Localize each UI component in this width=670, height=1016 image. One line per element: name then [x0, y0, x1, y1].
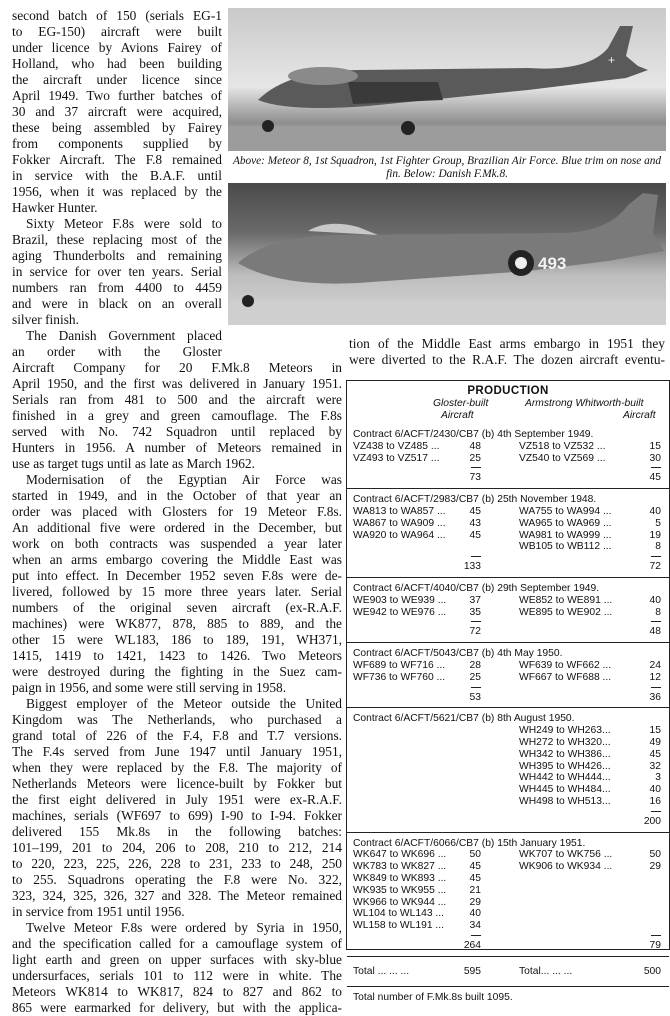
text-line: 1415, 1419 to 1421, 1423 to 1426. Two Meteors: [12, 648, 342, 663]
gloster-count: 25: [469, 452, 481, 464]
aw-serial-range: WH249 to WH263...: [519, 725, 611, 737]
text-line: Hawker Hunter.: [12, 200, 98, 215]
gloster-count: 28: [469, 660, 481, 671]
text-line: 101–199, 201 to 204, 206 to 208, 210 to 212, 214: [12, 840, 342, 855]
gloster-serial-range: WE942 to WE976 ...: [353, 606, 447, 618]
subtotal-rule: [651, 687, 661, 688]
text-line: to 255. Squadrons operating the F.8 were No. 322,: [12, 872, 342, 887]
text-line: 1956, when it was replaced by the: [12, 184, 222, 199]
gloster-serial-range: WK966 to WK944 ...: [353, 896, 447, 908]
text-line: Biggest employer of the Meteor outside the United: [26, 696, 342, 711]
aw-serial-range: VZ518 to VZ532 ...: [519, 440, 606, 452]
text-line: numbers of the original seven aircraft (ex-R.A.F.: [12, 600, 342, 615]
aw-serial-range: WA965 to WA969 ...: [519, 517, 612, 529]
text-line: started in 1949, and in the October of that year an: [12, 488, 342, 503]
text-line: An additional five were ordered in the December, but: [12, 520, 342, 535]
text-line: The F.4s served from June 1947 until January 1951,: [12, 744, 342, 759]
text-line: grand total of 226 of the F.4, F.8 and T.7 versions.: [12, 728, 342, 743]
contract-header: Contract 6/ACFT/6066/CB7 (b) 15th January 1951.: [353, 837, 586, 849]
production-title: PRODUCTION: [467, 385, 549, 397]
aw-serial-range: WA981 to WA999 ...: [519, 529, 612, 541]
text-line: were diverted to the R.A.F. The dozen aircraft eventu-: [349, 352, 665, 367]
gloster-serial-range: WF736 to WF760 ...: [353, 671, 446, 683]
gloster-serial-range: WK849 to WK893 ...: [353, 873, 447, 884]
aw-subtotal: 72: [649, 561, 661, 573]
text-line: silver finish.: [12, 312, 79, 327]
text-line: order was placed with Glosters for 19 Meteor F.8s.: [12, 504, 342, 519]
text-line: Kingdom was The Netherlands, who purchased a: [12, 712, 342, 727]
text-line: in service from 1951 until 1956.: [12, 904, 185, 919]
contract-separator: [347, 956, 669, 957]
gloster-count: 50: [469, 849, 481, 861]
text-line: under licence by Avions Fairey of: [12, 40, 222, 55]
subtotal-rule: [651, 467, 661, 468]
gloster-count: 45: [469, 861, 481, 873]
text-line: light earth and green on upper surfaces with sky-blue: [12, 952, 342, 967]
text-line: The Danish Government placed: [26, 328, 222, 343]
text-line: aging Thunderbolts and remaining: [12, 248, 222, 263]
text-line: 865 were earmarked for delivery, but with the applica-: [12, 1000, 342, 1015]
gloster-serial-range: WK647 to WK696 ...: [353, 849, 447, 861]
gloster-serial-range: WA920 to WA964 ...: [353, 529, 446, 541]
contract-header: Contract 6/ACFT/5043/CB7 (b) 4th May 1950.: [353, 648, 563, 660]
aw-subtotal: 200: [643, 815, 661, 827]
aw-count: 8: [655, 541, 661, 553]
aw-count: 49: [649, 737, 661, 748]
production-table: [346, 380, 670, 1003]
subtotal-rule: [651, 556, 661, 557]
aw-serial-range: WF667 to WF688 ...: [519, 671, 612, 683]
gloster-subtotal: 72: [469, 626, 481, 638]
text-line: Holland, who had been building: [12, 56, 222, 71]
gloster-serial-range: WF689 to WF716 ...: [353, 660, 446, 671]
contract-header: Contract 6/ACFT/5621/CB7 (b) 8th August 1950.: [353, 713, 575, 725]
aw-subtotal: 79: [649, 940, 661, 951]
text-line: Brazil, these replacing most of the: [12, 232, 222, 247]
text-line: served with No. 742 Squadron until replaced by: [12, 424, 342, 439]
text-line: Netherlands Meteors were licence-built by Fokker but: [12, 776, 342, 791]
gloster-count: 45: [469, 529, 481, 541]
text-line: 323, 324, 325, 326, 327 and 328. The Meteor remained: [12, 888, 342, 903]
aircraft-code: 493: [538, 254, 567, 273]
gloster-subtotal: 73: [469, 472, 481, 484]
gloster-count: 43: [469, 517, 481, 529]
aw-count: 40: [649, 506, 661, 517]
aw-serial-range: WE852 to WE891 ...: [519, 594, 613, 606]
aw-count: 40: [649, 784, 661, 796]
text-line: use as target tugs until as late as March 1962.: [12, 456, 255, 471]
gloster-serial-range: WL104 to WL143 ...: [353, 908, 445, 920]
aw-count: 16: [649, 796, 661, 807]
aw-serial-range: WE895 to WE902 ...: [519, 606, 613, 618]
aw-count: 30: [649, 452, 661, 464]
text-line: machines, serials (WF697 to 699) I-90 to I-94. Fokker: [12, 808, 342, 823]
gloster-serial-range: WK783 to WK827 ...: [353, 861, 447, 873]
text-line: when an arms embargo covering the Middle East was: [12, 552, 342, 567]
gloster-serial-range: WE903 to WE939 ...: [353, 594, 447, 606]
aw-serial-range: WH498 to WH513...: [519, 796, 611, 807]
aw-header-aircraft: Aircraft: [623, 410, 656, 421]
aw-count: 19: [649, 529, 661, 541]
aw-total-label: Total... ... ...: [519, 965, 573, 977]
gloster-count: 21: [469, 884, 481, 896]
text-line: work on both contracts was suspended a year later: [12, 536, 342, 551]
subtotal-rule: [471, 556, 481, 557]
text-line: Hunters in 1956. A number of Meteors remained in: [12, 440, 342, 455]
aw-count: 5: [655, 517, 661, 529]
text-line: the aircraft under licence since: [12, 72, 222, 87]
aw-count: 12: [649, 671, 661, 683]
aw-serial-range: WF639 to WF662 ...: [519, 660, 612, 671]
text-line: numbers ran from 4400 to 4459: [12, 280, 222, 295]
gloster-subtotal: 53: [469, 691, 481, 703]
aw-count: 15: [649, 725, 661, 737]
gloster-serial-range: VZ438 to VZ485 ...: [353, 440, 440, 452]
text-line: the first eight delivered in July 1951 were ex-R.A.F.: [12, 792, 342, 807]
aw-count: 3: [655, 772, 661, 784]
aw-count: 29: [649, 861, 661, 873]
text-line: Sixty Meteor F.8s were sold to: [26, 216, 222, 231]
aw-serial-range: WA755 to WA994 ...: [519, 506, 612, 517]
text-line: when they were replaced by the F.8. The majority of: [12, 760, 342, 775]
aw-count: 50: [649, 849, 661, 861]
text-line: and the specification called for a camouflage system of: [12, 936, 342, 951]
subtotal-rule: [471, 467, 481, 468]
text-line: were destroyed during the fighting in the Suez cam-: [12, 664, 342, 679]
aw-header: Armstrong Whitworth-built: [525, 398, 644, 409]
contract-header: Contract 6/ACFT/2430/CB7 (b) 4th September 1949.: [353, 429, 594, 440]
subtotal-rule: [471, 935, 481, 936]
text-line: paign in 1956, and some were still serving in 1958.: [12, 680, 287, 695]
gloster-count: 34: [469, 920, 481, 932]
aw-serial-range: WH442 to WH444...: [519, 772, 611, 784]
text-line: these being assembled by Fairey: [12, 120, 222, 135]
gloster-count: 40: [469, 908, 481, 920]
text-line: delivered 155 Mk.8s in the following batches:: [12, 824, 342, 839]
text-line: finished in a grey and green camouflage. The F.8s: [12, 408, 342, 423]
gloster-count: 48: [469, 440, 481, 452]
text-line: and were in black on an overall: [12, 296, 222, 311]
text-line: from components supplied by: [12, 136, 222, 151]
gloster-count: 37: [469, 594, 481, 606]
aw-count: 24: [649, 660, 661, 671]
gloster-header: Gloster-built: [433, 398, 489, 409]
text-line: livered, followed by 15 more three years later. Serial: [12, 584, 342, 599]
text-line: in service with the B.A.F. until: [12, 168, 222, 183]
text-line: April 1949. Two further batches of: [12, 88, 222, 103]
gloster-count: 25: [469, 671, 481, 683]
aw-serial-range: WH342 to WH386...: [519, 748, 611, 760]
gloster-header-aircraft: Aircraft: [441, 410, 474, 421]
text-line: Meteors WK814 to WK817, 824 to 827 and 862 to: [12, 984, 342, 999]
fin-flag: +: [608, 53, 616, 67]
photo-danish-meteor: [228, 183, 666, 325]
contract-separator: [347, 488, 669, 489]
text-line: in service for over ten years. Serial: [12, 264, 222, 279]
total-separator: [347, 986, 669, 987]
grand-total: Total number of F.Mk.8s built 1095.: [353, 991, 513, 1003]
aw-count: 45: [649, 748, 661, 760]
aw-serial-range: WK707 to WK756 ...: [519, 849, 613, 861]
subtotal-rule: [471, 621, 481, 622]
text-line: machines) were WK877, 878, 885 to 889, and the: [12, 616, 342, 631]
aw-subtotal: 36: [649, 691, 661, 703]
gloster-subtotal: 133: [463, 561, 481, 573]
text-line: Aircraft Company for 20 F.Mk.8 Meteors in: [12, 360, 342, 375]
aw-serial-range: WH395 to WH426...: [519, 760, 611, 772]
gloster-count: 29: [469, 896, 481, 908]
aw-count: 15: [649, 440, 661, 452]
contract-separator: [347, 832, 669, 833]
subtotal-rule: [651, 621, 661, 622]
subtotal-rule: [651, 811, 661, 812]
total-gloster: 595: [463, 965, 481, 977]
gloster-serial-range: WA813 to WA857 ...: [353, 506, 446, 517]
aw-subtotal: 48: [649, 626, 661, 638]
total-aw: 500: [643, 965, 661, 977]
aw-subtotal: 45: [649, 472, 661, 484]
total-label: Total ... ... ...: [353, 965, 410, 977]
text-line: to EG-150) aircraft were built: [12, 24, 222, 39]
subtotal-rule: [651, 935, 661, 936]
aw-count: 32: [649, 760, 661, 772]
text-line: Fokker Aircraft. The F.8 remained: [12, 152, 222, 167]
text-line: Twelve Meteor F.8s were ordered by Syria in 1950,: [26, 920, 342, 935]
text-line: Serials ran from 481 to 500 and the aircraft were: [12, 392, 342, 407]
photo-caption: Above: Meteor 8, 1st Squadron, 1st Fighter Group, Brazilian Air Force. Blue trim on nose and fin. Below: Danish F.Mk.8.: [232, 155, 662, 180]
aw-serial-range: WK906 to WK934 ...: [519, 861, 613, 873]
photo-brazilian-meteor: [228, 8, 666, 151]
aw-count: 8: [655, 606, 661, 618]
contract-header: Contract 6/ACFT/2983/CB7 (b) 25th November 1948.: [353, 494, 597, 506]
contract-separator: [347, 577, 669, 578]
text-line: to 220, 223, 225, 226, 228 to 231, 233 to 248, 250: [12, 856, 342, 871]
gloster-serial-range: WL158 to WL191 ...: [353, 920, 445, 932]
aw-count: 40: [649, 594, 661, 606]
contract-header: Contract 6/ACFT/4040/CB7 (b) 29th September 1949.: [353, 583, 600, 594]
text-line: Modernisation of the Egyptian Air Force was: [26, 472, 342, 487]
aw-serial-range: WH272 to WH320...: [519, 737, 611, 748]
contract-separator: [347, 642, 669, 643]
gloster-count: 45: [469, 873, 481, 884]
aw-serial-range: WH445 to WH484...: [519, 784, 611, 796]
gloster-serial-range: WA867 to WA909 ...: [353, 517, 446, 529]
text-line: an order with the Gloster: [12, 344, 222, 359]
aw-serial-range: WB105 to WB112 ...: [519, 541, 612, 553]
contract-separator: [347, 707, 669, 708]
text-line: 30 and 37 aircraft were acquired,: [12, 104, 222, 119]
aw-serial-range: VZ540 to VZ569 ...: [519, 452, 606, 464]
gloster-serial-range: WK935 to WK955 ...: [353, 884, 447, 896]
subtotal-rule: [471, 687, 481, 688]
text-line: undersurfaces, serials 101 to 112 were in white. The: [12, 968, 342, 983]
text-line: April 1950, and the first was delivered in January 1951.: [12, 376, 342, 391]
text-line: other 15 were WL183, 186 to 189, 191, WH371,: [12, 632, 342, 647]
gloster-count: 45: [469, 506, 481, 517]
text-line: put into effect. In December 1952 seven F.8s were de-: [12, 568, 342, 583]
text-line: tion of the Middle East arms embargo in 1951 they: [349, 336, 665, 351]
gloster-count: 35: [469, 606, 481, 618]
danish-meteor-image: [228, 183, 666, 325]
gloster-subtotal: 264: [463, 940, 481, 951]
gloster-serial-range: VZ493 to VZ517 ...: [353, 452, 440, 464]
brazilian-meteor-image: [228, 8, 666, 151]
text-line: second batch of 150 (serials EG-1: [12, 8, 222, 23]
